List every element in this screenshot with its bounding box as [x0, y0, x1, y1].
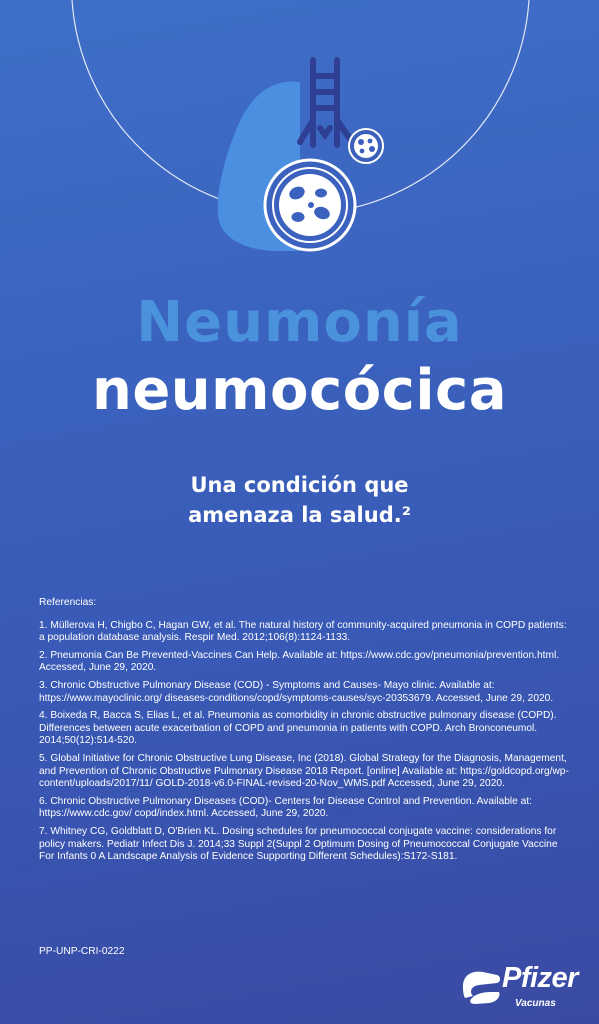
- subtitle-line2: amenaza la salud.²: [188, 503, 411, 527]
- bacteria-large-icon: [265, 160, 355, 250]
- pfizer-logo-icon: [457, 966, 503, 1006]
- document-code: PP-UNP-CRI-0222: [39, 946, 125, 957]
- subtitle: [0, 470, 599, 530]
- reference-item: 2. Pneumonia Can Be Prevented-Vaccines Can Help. Available at: https://www.cdc.gov/pneumonia/prevention.html. Accessed, June 29, 2020.: [39, 649, 560, 674]
- bacteria-small-icon: [349, 129, 383, 163]
- title-line2: neumocócica: [91, 358, 508, 423]
- subtitle-line1: Una condición que: [190, 473, 409, 497]
- reference-item: 4. Boixeda R, Bacca S, Elias L, et al. Pneumonia as comorbidity in chronic obstructive pulmonary disease (COPD). Differences between acute exacerbation of COPD and pneumonia in patients with COPD. Arch Bronconeumol. 2014;50(12):514-520.: [39, 710, 557, 747]
- reference-item: 6. Chronic Obstructive Pulmonary Diseases (COD)- Centers for Disease Control and Prevention. Available at: https://www.cdc.gov/ copd/index.html. Accessed, June 29, 2020.: [39, 795, 532, 820]
- brand-name: Pfizer: [502, 962, 578, 994]
- trachea-icon: [300, 60, 352, 145]
- title-line1: Neumonía: [136, 290, 463, 355]
- references-section: [39, 597, 569, 869]
- references-heading: Referencias:: [39, 597, 97, 608]
- reference-item: 1. Müllerova H, Chigbo C, Hagan GW, et al. The natural history of community-acquired pneumonia in COPD patients: a population database analysis. Respir Med. 2012;106(8):1124-1133.: [39, 619, 567, 644]
- reference-item: 5. Global Initiative for Chronic Obstructive Lung Disease, Inc (2018). Global Strategy for the Diagnosis, Management, and Prevention of Chronic Obstructive Pulmonary Disease 2018 Report. [online] Available at: https://goldcopd.org/wp-content/uploads/2017/11/ GOLD-2018-v6.0-FINAL-revised-20-Nov_WMS.pdf Accessed, June 29, 2020.: [39, 752, 569, 790]
- hero-illustration: [0, 0, 599, 270]
- brand-tagline: Vacunas: [515, 998, 556, 1009]
- reference-item: 7. Whitney CG, Goldblatt D, O'Brien KL. Dosing schedules for pneumococcal conjugate vaccine: considerations for policy makers. Pediatr Infect Dis J. 2014;33 Suppl 2(Suppl 2 Optimum Dosing of Pneumococcal Conjugate Vaccine For Infants 0 A Landscape Analysis of Evidence Supporting Different Schedules):S172-S181.: [39, 825, 558, 863]
- reference-item: 3. Chronic Obstructive Pulmonary Disease (COD) - Symptoms and Causes- Mayo clinic. Available at: https://www.mayoclinic.org/ diseases-conditions/copd/symptoms-causes/syc-20353679. Accessed, June 29, 2020.: [39, 679, 554, 704]
- pfizer-logo: [455, 962, 578, 1012]
